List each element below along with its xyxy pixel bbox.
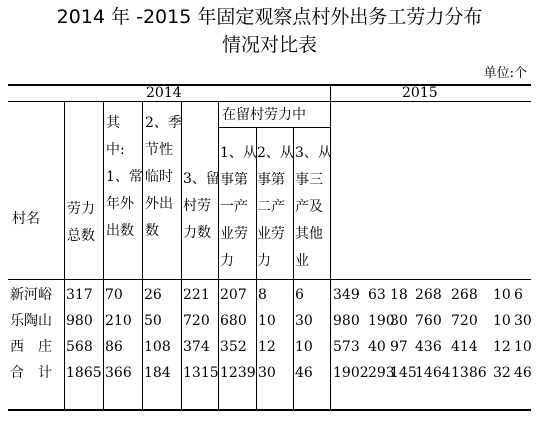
primary-industry-header-line: 力: [220, 253, 234, 269]
primary-industry-2015-cell: 268: [451, 287, 478, 303]
tertiary-industry-2014-cell: 6: [295, 287, 304, 303]
remain-2014-cell: 221: [183, 287, 210, 303]
regular-out-header-line: 1、常: [106, 169, 143, 185]
tertiary-industry-header-line: 产及: [295, 199, 323, 215]
total-2015-cell: 573: [333, 339, 360, 355]
total-2014-cell: 1865: [66, 365, 102, 381]
tertiary-industry-header: [295, 140, 332, 275]
tertiary-industry-2015-cell: 6: [514, 287, 523, 303]
regular-out-2014-cell: 366: [105, 365, 132, 381]
primary-industry-2014-cell: 207: [220, 287, 247, 303]
secondary-industry-2015-cell: 32: [493, 365, 511, 381]
subgroup-rule: [218, 127, 330, 128]
table-title-line-1: 2014 年 -2015 年固定观察点村外出务工劳力分布: [56, 6, 483, 28]
village-name-cell: 乐陶山: [10, 313, 52, 329]
primary-industry-2015-cell: 720: [451, 313, 478, 329]
unit-label: 单位:个: [483, 66, 527, 81]
regular-out-header-line: 中:: [106, 142, 125, 158]
total-header-line: 劳力: [67, 201, 95, 217]
secondary-industry-2014-cell: 10: [258, 313, 276, 329]
regular-out-header-line: 年外: [106, 196, 134, 212]
year-2014-header: 2014: [146, 85, 182, 101]
tertiary-industry-2014-cell: 30: [295, 313, 313, 329]
remain-2015-cell: 1464: [415, 365, 451, 381]
tertiary-industry-2015-cell: 46: [514, 365, 532, 381]
seasonal-out-2014-cell: 26: [144, 287, 162, 303]
header-bottom-rule: [8, 279, 531, 280]
remain-header-line: 3、留: [183, 171, 220, 187]
primary-industry-2014-cell: 680: [220, 313, 247, 329]
tertiary-industry-header-line: 其他: [295, 226, 323, 242]
remain-2015-cell: 760: [415, 313, 442, 329]
primary-industry-header: [220, 140, 257, 275]
table-title-line-2: 情况对比表: [221, 34, 317, 56]
seasonal-out-header: [145, 110, 182, 245]
tertiary-industry-header-line: 业: [295, 253, 309, 269]
secondary-industry-header-line: 二产: [257, 199, 285, 215]
regular-out-2014-cell: 70: [105, 287, 123, 303]
seasonal-out-2015-cell: 145: [390, 365, 417, 381]
remain-header-line: 村劳: [183, 198, 211, 214]
seasonal-out-header-line: 节性: [145, 142, 173, 158]
secondary-industry-2014-cell: 8: [258, 287, 267, 303]
tertiary-industry-header-line: 3、从: [295, 145, 332, 161]
table-top-rule: [8, 84, 531, 86]
village-header: 村名: [12, 211, 40, 227]
regular-out-2015-cell: 293: [368, 365, 395, 381]
seasonal-out-header-line: 数: [145, 223, 159, 239]
total-2014-cell: 980: [66, 313, 93, 329]
primary-industry-2015-cell: 414: [451, 339, 478, 355]
primary-industry-header-line: 业劳: [220, 226, 248, 242]
col-divider-total: [103, 101, 104, 410]
regular-out-2014-cell: 86: [105, 339, 123, 355]
primary-industry-2015-cell: 1386: [451, 365, 487, 381]
secondary-industry-header-line: 业劳: [257, 226, 285, 242]
seasonal-out-2014-cell: 50: [144, 313, 162, 329]
seasonal-out-2015-cell: 30: [390, 313, 408, 329]
secondary-industry-2015-cell: 12: [493, 339, 511, 355]
secondary-industry-header-line: 力: [257, 253, 271, 269]
regular-out-header-line: 出数: [106, 223, 134, 239]
village-name-cell: 合 计: [10, 365, 52, 381]
primary-industry-header-line: 1、从: [220, 145, 257, 161]
remain-header-line: 力数: [183, 225, 211, 241]
remain-2014-cell: 720: [183, 313, 210, 329]
regular-out-header-line: 其: [106, 115, 120, 131]
secondary-industry-2014-cell: 30: [258, 365, 276, 381]
regular-out-header: [106, 110, 143, 245]
total-2015-cell: 1902: [333, 365, 369, 381]
remain-group-header: 在留村劳力中: [222, 107, 306, 123]
secondary-industry-2014-cell: 12: [258, 339, 276, 355]
total-header-line: 总数: [67, 228, 95, 244]
remain-2014-cell: 374: [183, 339, 210, 355]
primary-industry-header-line: 事第: [220, 172, 248, 188]
seasonal-out-header-line: 临时: [145, 169, 173, 185]
remain-2015-cell: 268: [415, 287, 442, 303]
seasonal-out-2015-cell: 97: [390, 339, 408, 355]
seasonal-out-header-line: 2、季: [145, 115, 182, 131]
primary-industry-2014-cell: 352: [220, 339, 247, 355]
secondary-industry-header: [257, 140, 294, 275]
tertiary-industry-2015-cell: 30: [514, 313, 532, 329]
year-row-rule: [8, 101, 531, 102]
regular-out-2015-cell: 63: [368, 287, 386, 303]
total-2014-cell: 317: [66, 287, 93, 303]
seasonal-out-header-line: 外出: [145, 196, 173, 212]
remain-2015-cell: 436: [415, 339, 442, 355]
col-divider-village: [64, 101, 65, 410]
primary-industry-header-line: 一产: [220, 199, 248, 215]
tertiary-industry-2015-cell: 10: [514, 339, 532, 355]
secondary-industry-2015-cell: 10: [493, 313, 511, 329]
year-2015-header: 2015: [402, 85, 438, 101]
seasonal-out-2014-cell: 108: [144, 339, 171, 355]
remain-header: [183, 166, 220, 247]
village-name-cell: 西 庄: [10, 339, 52, 355]
remain-2014-cell: 1315: [183, 365, 219, 381]
regular-out-2014-cell: 210: [105, 313, 132, 329]
total-2015-cell: 980: [333, 313, 360, 329]
village-name-cell: 新河峪: [10, 287, 52, 303]
secondary-industry-header-line: 2、从: [257, 145, 294, 161]
primary-industry-2014-cell: 1239: [220, 365, 256, 381]
total-header: [67, 196, 95, 250]
seasonal-out-2014-cell: 184: [144, 365, 171, 381]
seasonal-out-2015-cell: 18: [390, 287, 408, 303]
regular-out-2015-cell: 40: [368, 339, 386, 355]
regular-out-2015-cell: 190: [368, 313, 395, 329]
secondary-industry-header-line: 事第: [257, 172, 285, 188]
table-bottom-rule: [8, 409, 531, 411]
tertiary-industry-2014-cell: 10: [295, 339, 313, 355]
total-2015-cell: 349: [333, 287, 360, 303]
tertiary-industry-header-line: 事三: [295, 172, 323, 188]
tertiary-industry-2014-cell: 46: [295, 365, 313, 381]
secondary-industry-2015-cell: 10: [493, 287, 511, 303]
total-2014-cell: 568: [66, 339, 93, 355]
